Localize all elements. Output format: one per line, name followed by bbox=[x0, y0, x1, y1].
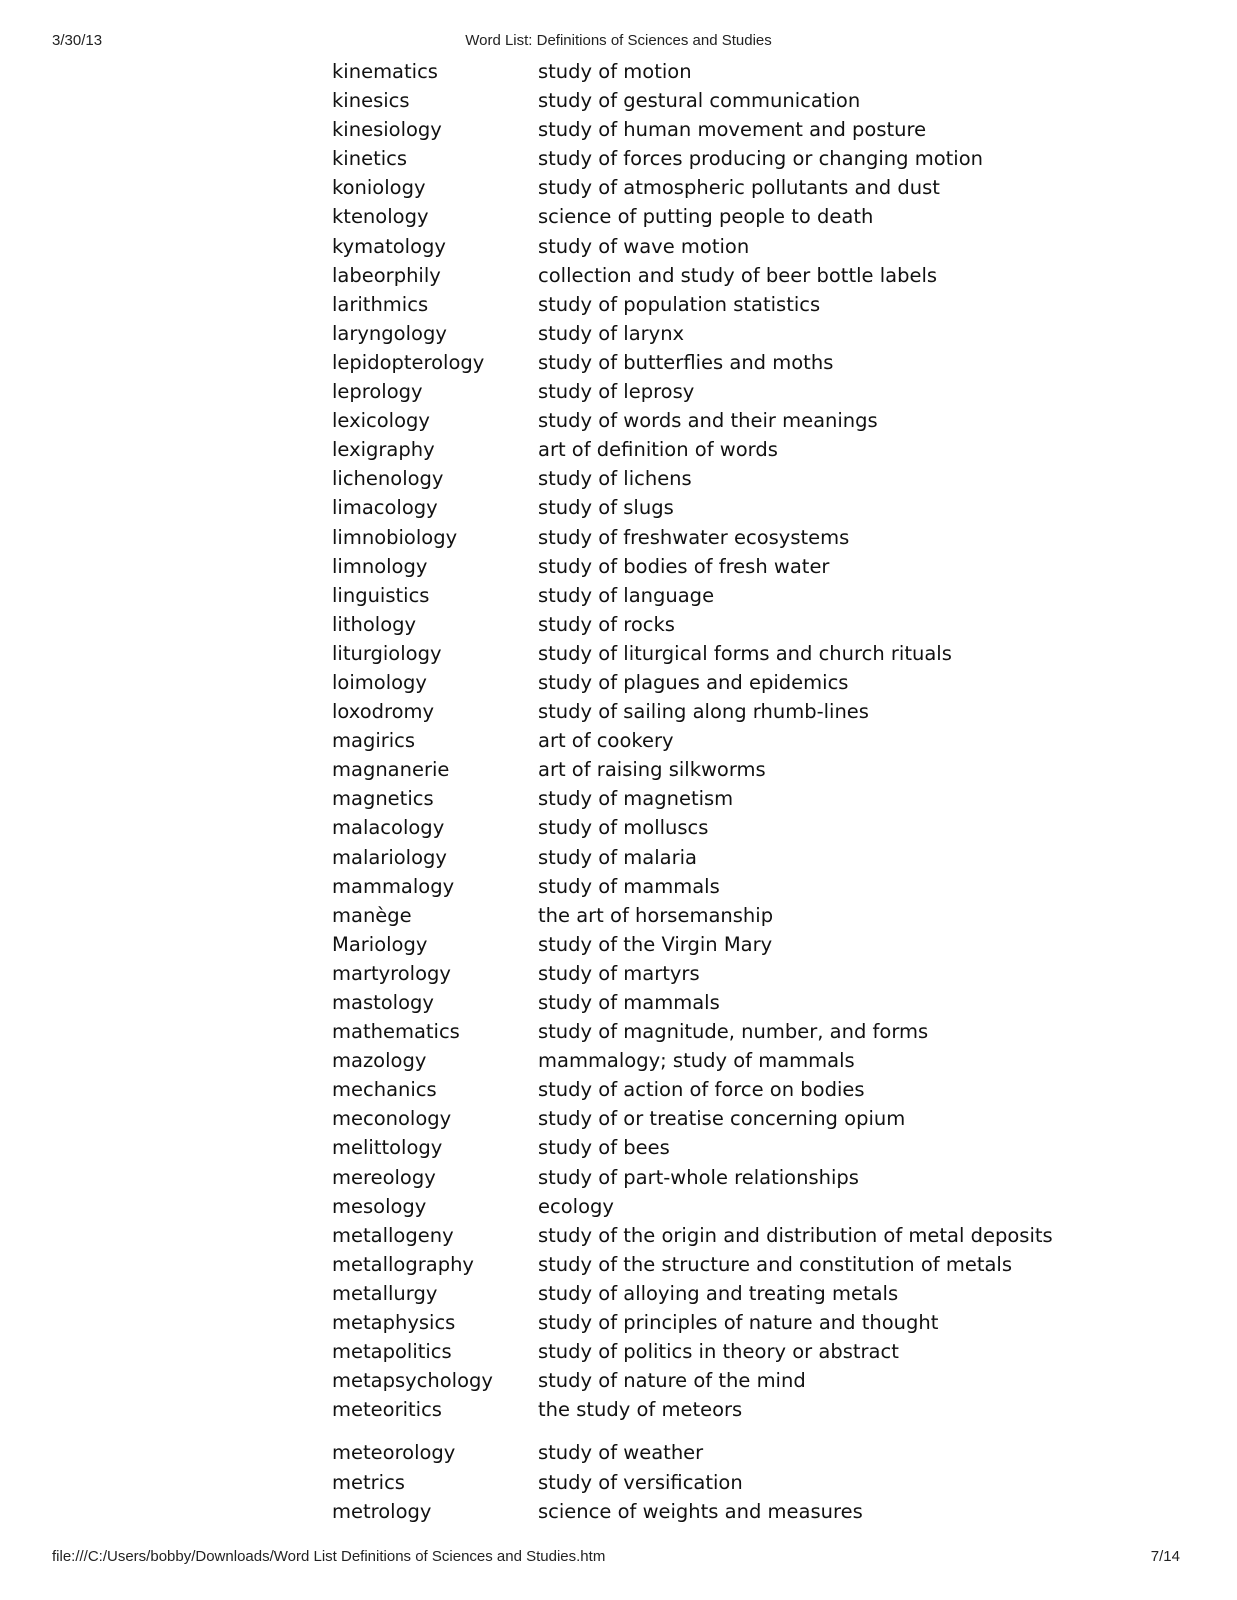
list-item bbox=[332, 1104, 1053, 1133]
definition: study of principles of nature and thought bbox=[538, 1311, 939, 1335]
term: mereology bbox=[332, 1165, 436, 1189]
term: lichenology bbox=[332, 467, 444, 491]
term: metaphysics bbox=[332, 1311, 456, 1335]
definition: art of cookery bbox=[538, 729, 674, 753]
definition: study of malaria bbox=[538, 845, 697, 869]
term: laryngology bbox=[332, 321, 447, 345]
list-item bbox=[332, 639, 1053, 668]
definition: study of language bbox=[538, 583, 715, 607]
list-item bbox=[332, 1250, 1053, 1279]
list-item bbox=[332, 1279, 1053, 1308]
list-item bbox=[332, 1366, 1053, 1395]
term: linguistics bbox=[332, 583, 430, 607]
list-item bbox=[332, 493, 1053, 522]
definition: study of the origin and distribution of metal deposits bbox=[538, 1223, 1053, 1247]
term: limnobiology bbox=[332, 525, 458, 549]
definition: study of leprosy bbox=[538, 380, 695, 404]
definition: study of plagues and epidemics bbox=[538, 670, 849, 694]
term: mazology bbox=[332, 1049, 427, 1073]
term: meteorology bbox=[332, 1441, 456, 1465]
term: loimology bbox=[332, 670, 427, 694]
term: metallography bbox=[332, 1252, 474, 1276]
term: manège bbox=[332, 903, 412, 927]
definition: science of weights and measures bbox=[538, 1499, 863, 1523]
definition: study of molluscs bbox=[538, 816, 709, 840]
list-item bbox=[332, 668, 1053, 697]
list-item bbox=[332, 1395, 1053, 1424]
definition: study of weather bbox=[538, 1441, 704, 1465]
term: metrology bbox=[332, 1499, 432, 1523]
list-item bbox=[332, 901, 1053, 930]
list-item bbox=[332, 930, 1053, 959]
definition: mammalogy; study of mammals bbox=[538, 1049, 855, 1073]
definition: study of butterflies and moths bbox=[538, 350, 834, 374]
term: metrics bbox=[332, 1470, 405, 1494]
list-item bbox=[332, 697, 1053, 726]
definition: study of slugs bbox=[538, 496, 674, 520]
list-item bbox=[332, 232, 1053, 261]
definition: study of rocks bbox=[538, 612, 675, 636]
term: larithmics bbox=[332, 292, 429, 316]
file-path: file:///C:/Users/bobby/Downloads/Word List Definitions of Sciences and Studies.htm bbox=[52, 1548, 606, 1565]
definition: study of nature of the mind bbox=[538, 1369, 806, 1393]
definition: study of the Virgin Mary bbox=[538, 932, 773, 956]
definition: study of part-whole relationships bbox=[538, 1165, 859, 1189]
list-item bbox=[332, 86, 1053, 115]
term: kinesiology bbox=[332, 118, 442, 142]
list-item bbox=[332, 843, 1053, 872]
definition: study of martyrs bbox=[538, 961, 700, 985]
definition: study of larynx bbox=[538, 321, 685, 345]
term: metapolitics bbox=[332, 1340, 452, 1364]
list-item bbox=[332, 552, 1053, 581]
list-item bbox=[332, 348, 1053, 377]
list-item bbox=[332, 813, 1053, 842]
page-title: Word List: Definitions of Sciences and Studies bbox=[465, 32, 772, 49]
term: malariology bbox=[332, 845, 447, 869]
definition: study of mammals bbox=[538, 991, 720, 1014]
list-item bbox=[332, 581, 1053, 610]
term: martyrology bbox=[332, 961, 451, 985]
definition: study of forces producing or changing motion bbox=[538, 147, 983, 171]
definition: collection and study of beer bottle labels bbox=[538, 263, 938, 287]
list-item bbox=[332, 57, 1053, 86]
definition: study of bees bbox=[538, 1136, 670, 1160]
term: magnetics bbox=[332, 787, 434, 811]
definition: study of or treatise concerning opium bbox=[538, 1107, 906, 1131]
list-item bbox=[332, 1337, 1053, 1366]
list-item bbox=[332, 1468, 1053, 1497]
term: mechanics bbox=[332, 1078, 437, 1102]
definition: study of magnetism bbox=[538, 787, 734, 811]
term: leprology bbox=[332, 380, 423, 404]
term: kinematics bbox=[332, 60, 438, 83]
list-item bbox=[332, 1133, 1053, 1162]
term: melittology bbox=[332, 1136, 443, 1160]
definition: art of definition of words bbox=[538, 438, 778, 462]
term: mathematics bbox=[332, 1020, 460, 1044]
definition: study of words and their meanings bbox=[538, 409, 878, 433]
definition: study of action of force on bodies bbox=[538, 1078, 865, 1102]
definition: study of alloying and treating metals bbox=[538, 1281, 899, 1305]
term: mammalogy bbox=[332, 874, 455, 898]
term: malacology bbox=[332, 816, 445, 840]
term: mastology bbox=[332, 991, 434, 1014]
list-item bbox=[332, 1221, 1053, 1250]
term: kinetics bbox=[332, 147, 408, 171]
list-item bbox=[332, 1192, 1053, 1221]
term: lexigraphy bbox=[332, 438, 435, 462]
list-item bbox=[332, 377, 1053, 406]
term: limacology bbox=[332, 496, 438, 520]
word-list bbox=[332, 57, 1053, 1526]
list-item bbox=[332, 406, 1053, 435]
list-item bbox=[332, 1163, 1053, 1192]
definition: study of bodies of fresh water bbox=[538, 554, 830, 578]
list-item bbox=[332, 959, 1053, 988]
list-item bbox=[332, 115, 1053, 144]
definition: the study of meteors bbox=[538, 1398, 743, 1422]
list-item bbox=[332, 435, 1053, 464]
list-item bbox=[332, 523, 1053, 552]
list-item bbox=[332, 1308, 1053, 1337]
list-item bbox=[332, 988, 1053, 1017]
definition: study of lichens bbox=[538, 467, 692, 491]
list-item bbox=[332, 319, 1053, 348]
list-item bbox=[332, 610, 1053, 639]
term: liturgiology bbox=[332, 641, 442, 665]
term: labeorphily bbox=[332, 263, 441, 287]
list-item bbox=[332, 464, 1053, 493]
definition: study of population statistics bbox=[538, 292, 821, 316]
list-item bbox=[332, 1017, 1053, 1046]
definition: study of politics in theory or abstract bbox=[538, 1340, 899, 1364]
definition: ecology bbox=[538, 1194, 614, 1218]
list-item bbox=[332, 726, 1053, 755]
list-item bbox=[332, 784, 1053, 813]
definition: study of versification bbox=[538, 1470, 743, 1494]
definition: study of mammals bbox=[538, 874, 720, 898]
list-item bbox=[332, 1075, 1053, 1104]
term: magnanerie bbox=[332, 758, 450, 782]
list-item bbox=[332, 755, 1053, 784]
list-item bbox=[332, 872, 1053, 901]
definition: art of raising silkworms bbox=[538, 758, 766, 782]
list-item bbox=[332, 173, 1053, 202]
definition: study of liturgical forms and church rituals bbox=[538, 641, 952, 665]
term: metallogeny bbox=[332, 1223, 454, 1247]
definition: science of putting people to death bbox=[538, 205, 874, 229]
definition: study of magnitude, number, and forms bbox=[538, 1020, 929, 1044]
list-item bbox=[332, 202, 1053, 231]
term: meteoritics bbox=[332, 1398, 442, 1422]
definition: study of atmospheric pollutants and dust bbox=[538, 176, 940, 200]
definition: study of motion bbox=[538, 60, 692, 83]
term: meconology bbox=[332, 1107, 452, 1131]
definition: study of the structure and constitution of metals bbox=[538, 1252, 1012, 1276]
definition: the art of horsemanship bbox=[538, 903, 774, 927]
term: kinesics bbox=[332, 89, 410, 113]
definition: study of human movement and posture bbox=[538, 118, 927, 142]
term: kymatology bbox=[332, 234, 446, 258]
term: mesology bbox=[332, 1194, 427, 1218]
list-item bbox=[332, 1497, 1053, 1526]
definition: study of wave motion bbox=[538, 234, 750, 258]
definition: study of gestural communication bbox=[538, 89, 861, 113]
list-item bbox=[332, 144, 1053, 173]
page-number: 7/14 bbox=[1150, 1548, 1180, 1565]
term: metallurgy bbox=[332, 1281, 438, 1305]
term: lepidopterology bbox=[332, 350, 485, 374]
term: Mariology bbox=[332, 932, 428, 956]
term: lithology bbox=[332, 612, 417, 636]
term: limnology bbox=[332, 554, 428, 578]
term: metapsychology bbox=[332, 1369, 493, 1393]
definition: study of sailing along rhumb-lines bbox=[538, 700, 869, 724]
list-item bbox=[332, 290, 1053, 319]
list-item bbox=[332, 1438, 1053, 1467]
list-item bbox=[332, 261, 1053, 290]
term: magirics bbox=[332, 729, 416, 753]
term: loxodromy bbox=[332, 700, 435, 724]
term: koniology bbox=[332, 176, 426, 200]
print-date: 3/30/13 bbox=[52, 32, 103, 49]
definition: study of freshwater ecosystems bbox=[538, 525, 850, 549]
list-item bbox=[332, 1046, 1053, 1075]
term: lexicology bbox=[332, 409, 430, 433]
term: ktenology bbox=[332, 205, 429, 229]
